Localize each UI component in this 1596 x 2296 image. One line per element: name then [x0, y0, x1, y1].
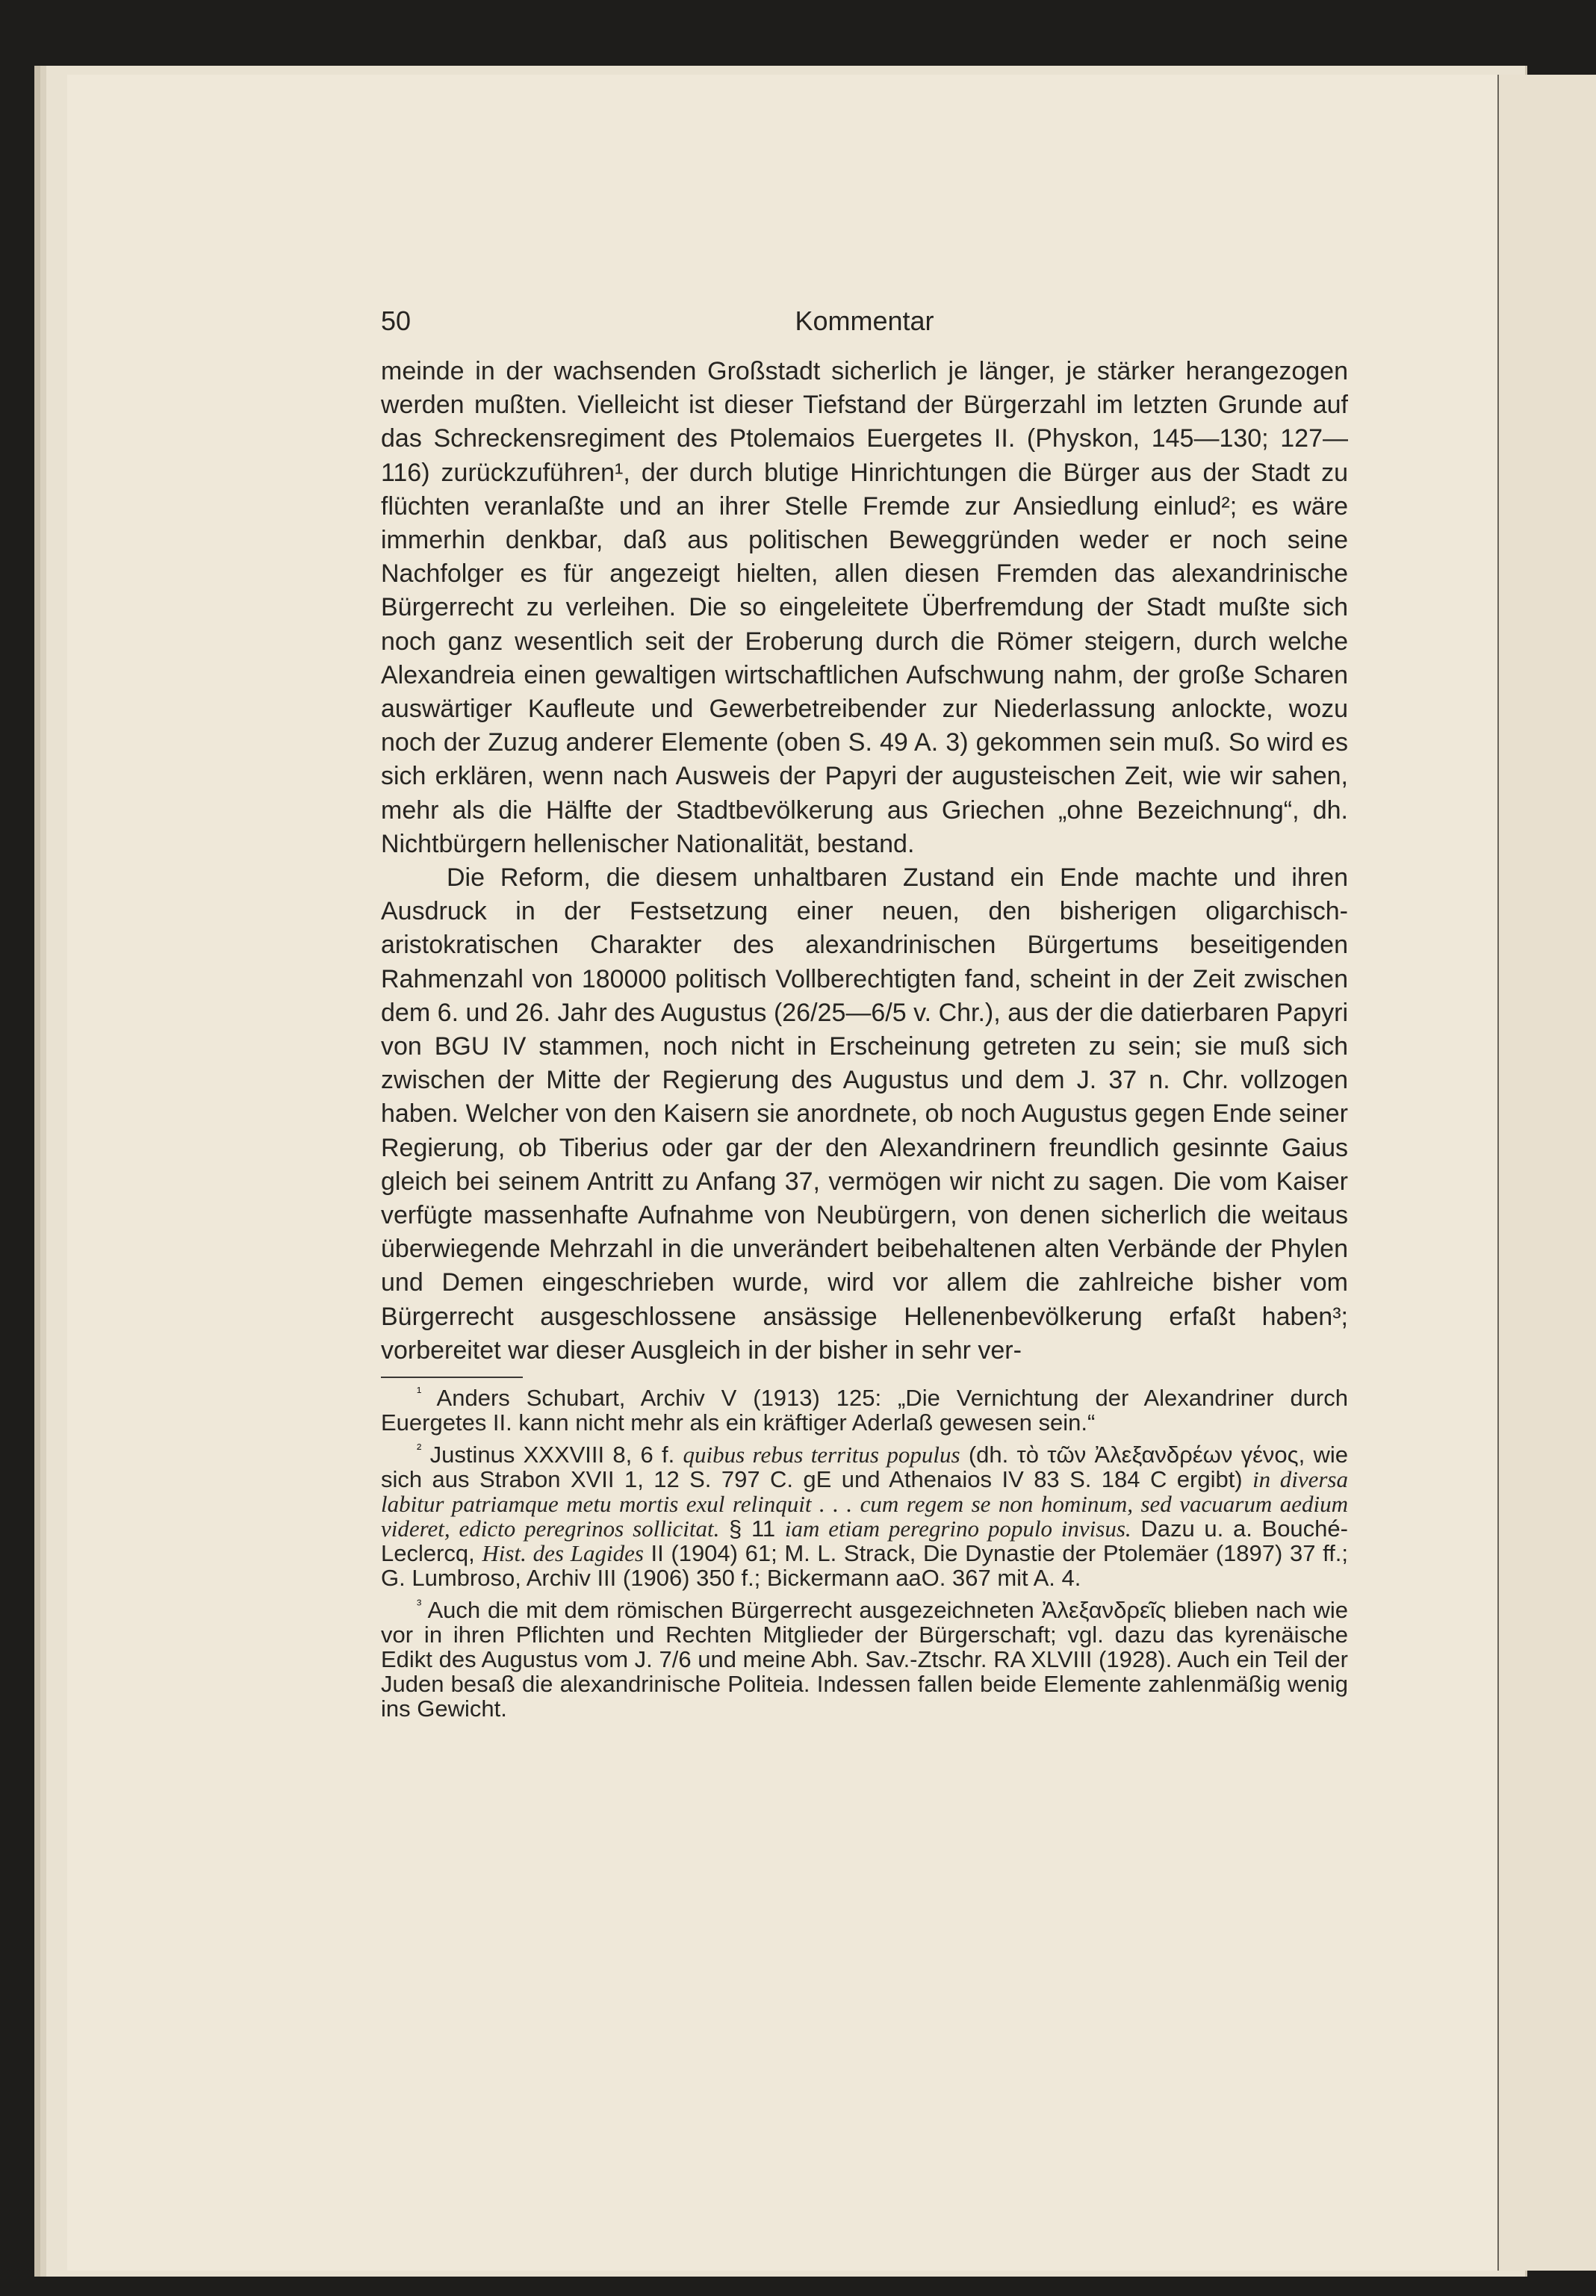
footnote-divider [381, 1377, 523, 1378]
latin-quote: in diversa labitur patriamque metu mortis exul relinquit . . . cum regem se non hominum, sed vacuarum aedium videret, edicto peregrinos sollicitat. [381, 1466, 1348, 1542]
book-title: Hist. des Lagides [482, 1540, 644, 1567]
footnote-text: II (1904) 61; M. L. Strack, Die Dynastie der Ptolemäer (1897) 37 ff.; G. Lumbroso, Archiv III (1906) 350 f.; Bickermann aaO. 367 mit A. 4. [381, 1540, 1348, 1592]
running-title: Kommentar [795, 305, 934, 336]
footnote-mark: ² [417, 1442, 422, 1458]
footnote-3 [381, 1598, 1348, 1721]
footnote-mark: ³ [417, 1597, 422, 1613]
page-number: 50 [381, 305, 412, 336]
footnote-mark: ¹ [417, 1385, 422, 1401]
footnote-2 [381, 1442, 1348, 1590]
body-paragraph-2: Die Reform, die diesem unhaltbaren Zustand ein Ende machte und ihren Ausdruck in der Festsetzung einer neuen, den bisherigen oligarchisch-aristokratischen Charakter des alexandrinischen Bürgertums beseitigenden Rahmenzahl von 180000 politisch Vollberechtigten fand, scheint in der Zeit zwischen dem 6. und 26. Jahr des Augustus (26/25—6/5 v. Chr.), aus der die datierbaren Papyri von BGU IV stammen, noch nicht in Erscheinung getreten zu sein; sie muß sich zwischen der Mitte der Regierung des Augustus und dem J. 37 n. Chr. vollzogen haben. Welcher von den Kaisern sie anordnete, ob noch Augustus gegen Ende seiner Regierung, ob Tiberius oder gar der den Alexandrinern freundlich gesinnte Gaius gleich bei seinem Antritt zu Anfang 37, vermögen wir nicht zu sagen. Die vom Kaiser verfügte massenhafte Aufnahme von Neubürgern, von denen sicherlich die weitaus überwiegende Mehrzahl in die unverändert beibehaltenen alten Verbände der Phylen und Demen eingeschrieben wurde, wird vor allem die zahlreiche bisher vom Bürgerrecht ausgeschlossene ansässige Hellenenbevölkerung erfaßt haben³; vorbereitet war dieser Ausgleich in der bisher in sehr ver- [381, 863, 1348, 1365]
footnote-text: Auch die mit dem römischen Bürgerrecht ausgezeichneten Ἀλεξανδρεῖς blieben nach wie vor in ihren Pflichten und Rechten Mitglieder der Bürgerschaft; vgl. dazu das kyrenäische Edikt des Augustus vom J. 7/6 und meine Abh. Sav.-Ztschr. RA XLVIII (1928). Auch ein Teil der Juden besaß die alexandrinische Politeia. Indessen fallen beide Elemente zahlenmäßig wenig ins Gewicht. [381, 1597, 1348, 1722]
body-paragraph-1: meinde in der wachsenden Großstadt sicherlich je länger, je stärker herangezogen werden mußten. Vielleicht ist dieser Tiefstand der Bürgerzahl im letzten Grunde auf das Schreckensregiment des Ptolemaios Euergetes II. (Physkon, 145—130; 127—116) zurückzuführen¹, der durch blutige Hinrichtungen die Bürger aus der Stadt zu flüchten veranlaßte und an ihrer Stelle Fremde zur Ansiedlung einlud²; es wäre immerhin denkbar, daß aus politischen Beweggründen weder er noch seine Nachfolger es für angezeigt hielten, allen diesen Fremden das alexandrinische Bürgerrecht zu verleihen. Die so eingeleitete Überfremdung der Stadt mußte sich noch ganz wesentlich seit der Eroberung durch die Römer steigern, durch welche Alexandreia einen gewaltigen wirtschaftlichen Aufschwung nahm, der große Scharen auswärtiger Kaufleute und Gewerbetreibender zur Niederlassung anlockte, wozu noch der Zuzug anderer Elemente (oben S. 49 A. 3) gekommen sein muß. So wird es sich erklären, wenn nach Ausweis der Papyri der augusteischen Zeit, wie wir sahen, mehr als die Hälfte der Stadtbevölkerung aus Griechen „ohne Bezeichnung“, dh. Nichtbürgern hellenischer Nationalität, bestand. [381, 357, 1348, 858]
footnote-text: § 11 [719, 1515, 785, 1542]
footnote-text: (dh. τὸ τῶν Ἀλεξανδρέων γένος, wie sich aus Strabon XVII 1, 12 S. 797 C. gE und Athenaios IV 83 S. 184 C ergibt) [381, 1442, 1348, 1493]
footnote-1 [381, 1386, 1348, 1435]
latin-quote: iam etiam peregrino populo invisus. [784, 1515, 1131, 1542]
footnote-text: Justinus XXXVIII 8, 6 f. [429, 1442, 683, 1468]
footnote-text: Anders Schubart, Archiv V (1913) 125: „Die Vernichtung der Alexandriner durch Euergetes II. kann nicht mehr als ein kräftiger Aderlaß gewesen sein.“ [381, 1385, 1348, 1436]
running-head [381, 302, 1348, 355]
facing-page-edge [1497, 75, 1596, 2271]
latin-quote: quibus rebus territus populus [683, 1442, 960, 1468]
page-text [381, 302, 1348, 1728]
footnote-text: Dazu u. a. Bouché-Leclercq, [381, 1515, 1348, 1567]
